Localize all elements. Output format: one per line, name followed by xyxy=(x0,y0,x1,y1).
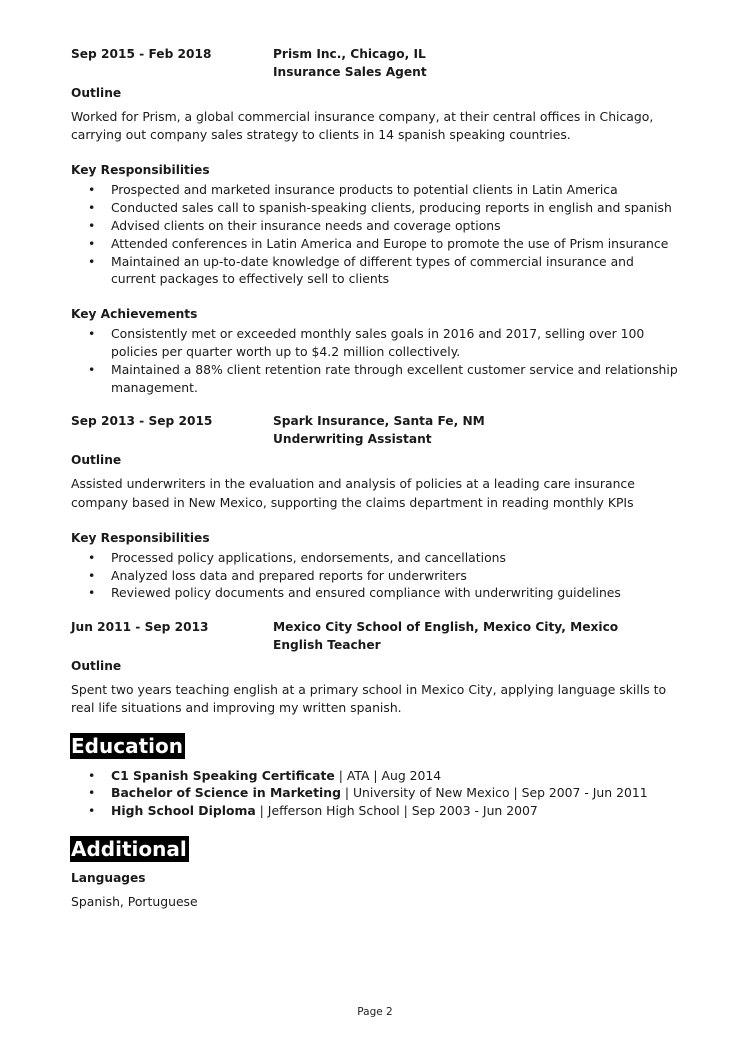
resume-page xyxy=(71,46,681,911)
education-list xyxy=(71,767,681,820)
job-outline: Worked for Prism, a global commercial insurance company, at their central offices in Chicago, carrying out company sales strategy to clients in 14 spanish speaking countries. xyxy=(71,109,654,143)
list-item: • Consistently met or exceeded monthly sales goals in 2016 and 2017, selling over 100 policies per quarter worth up to $4.2 million collectively. xyxy=(71,325,681,361)
job-title: English Teacher xyxy=(273,637,381,652)
job-header xyxy=(71,413,681,448)
list-item: • Conducted sales call to spanish-speaking clients, producing reports in english and spanish xyxy=(71,199,681,217)
list-item: • Attended conferences in Latin America and Europe to promote the use of Prism insurance xyxy=(71,235,681,253)
education-section xyxy=(71,733,681,820)
job-entry-mexico-school xyxy=(71,619,681,717)
job-company: Mexico City School of English, Mexico City, Mexico xyxy=(273,620,619,635)
list-item: • Advised clients on their insurance needs and coverage options xyxy=(71,217,681,235)
job-company-title xyxy=(273,413,681,448)
job-company: Prism Inc., Chicago, IL xyxy=(273,47,426,61)
job-title: Underwriting Assistant xyxy=(273,431,432,446)
languages-label: Languages xyxy=(71,870,146,885)
achievements-list xyxy=(71,325,681,396)
education-details: | University of New Mexico | Sep 2007 - Jun 2011 xyxy=(340,785,648,801)
list-item: • Analyzed loss data and prepared reports for underwriters xyxy=(71,567,681,585)
responsibilities-list xyxy=(71,181,681,288)
section-title-education: Education xyxy=(71,733,183,758)
job-entry-prism xyxy=(71,46,681,396)
education-details: | Jefferson High School | Sep 2003 - Jun 2007 xyxy=(255,803,538,819)
job-company-title xyxy=(273,619,681,654)
job-company: Spark Insurance, Santa Fe, NM xyxy=(273,414,485,429)
education-details: | ATA | Aug 2014 xyxy=(334,767,442,783)
job-dates: Jun 2011 - Sep 2013 xyxy=(71,620,209,635)
job-outline: Assisted underwriters in the evaluation and analysis of policies at a leading care insurance company based in New Mexico, supporting the claims department in reading monthly KPIs xyxy=(71,476,635,510)
job-header xyxy=(71,619,681,654)
achievements-label: Key Achievements xyxy=(71,307,198,322)
job-company-title xyxy=(273,46,681,81)
responsibilities-list xyxy=(71,549,681,602)
education-degree: Bachelor of Science in Marketing xyxy=(111,785,341,801)
list-item: • Maintained a 88% client retention rate through excellent customer service and relationship management. xyxy=(71,361,681,397)
section-title-additional: Additional xyxy=(71,836,187,861)
responsibilities-label: Key Responsibilities xyxy=(71,530,210,545)
education-item xyxy=(71,784,681,802)
job-dates: Sep 2015 - Feb 2018 xyxy=(71,47,212,61)
outline-label: Outline xyxy=(71,86,122,100)
additional-section xyxy=(71,836,681,911)
outline-label: Outline xyxy=(71,453,122,468)
education-item xyxy=(71,802,681,820)
outline-label: Outline xyxy=(71,659,122,674)
responsibilities-label: Key Responsibilities xyxy=(71,163,210,178)
job-title: Insurance Sales Agent xyxy=(273,64,427,79)
education-item xyxy=(71,767,681,785)
list-item: • Reviewed policy documents and ensured compliance with underwriting guidelines xyxy=(71,584,681,602)
job-entry-spark xyxy=(71,413,681,602)
job-outline: Spent two years teaching english at a primary school in Mexico City, applying language skills to real life situations and improving my written spanish. xyxy=(71,682,667,716)
list-item: • Processed policy applications, endorsements, and cancellations xyxy=(71,549,681,567)
page-number: Page 2 xyxy=(357,1006,393,1018)
education-degree: High School Diploma xyxy=(111,803,256,819)
list-item: • Maintained an up-to-date knowledge of different types of commercial insurance and current packages to effectively sell to clients xyxy=(71,253,681,289)
list-item: • Prospected and marketed insurance products to potential clients in Latin America xyxy=(71,181,681,199)
languages-value: Spanish, Portuguese xyxy=(71,893,198,909)
job-dates: Sep 2013 - Sep 2015 xyxy=(71,414,213,429)
education-degree: C1 Spanish Speaking Certificate xyxy=(111,767,335,783)
job-header xyxy=(71,46,681,81)
